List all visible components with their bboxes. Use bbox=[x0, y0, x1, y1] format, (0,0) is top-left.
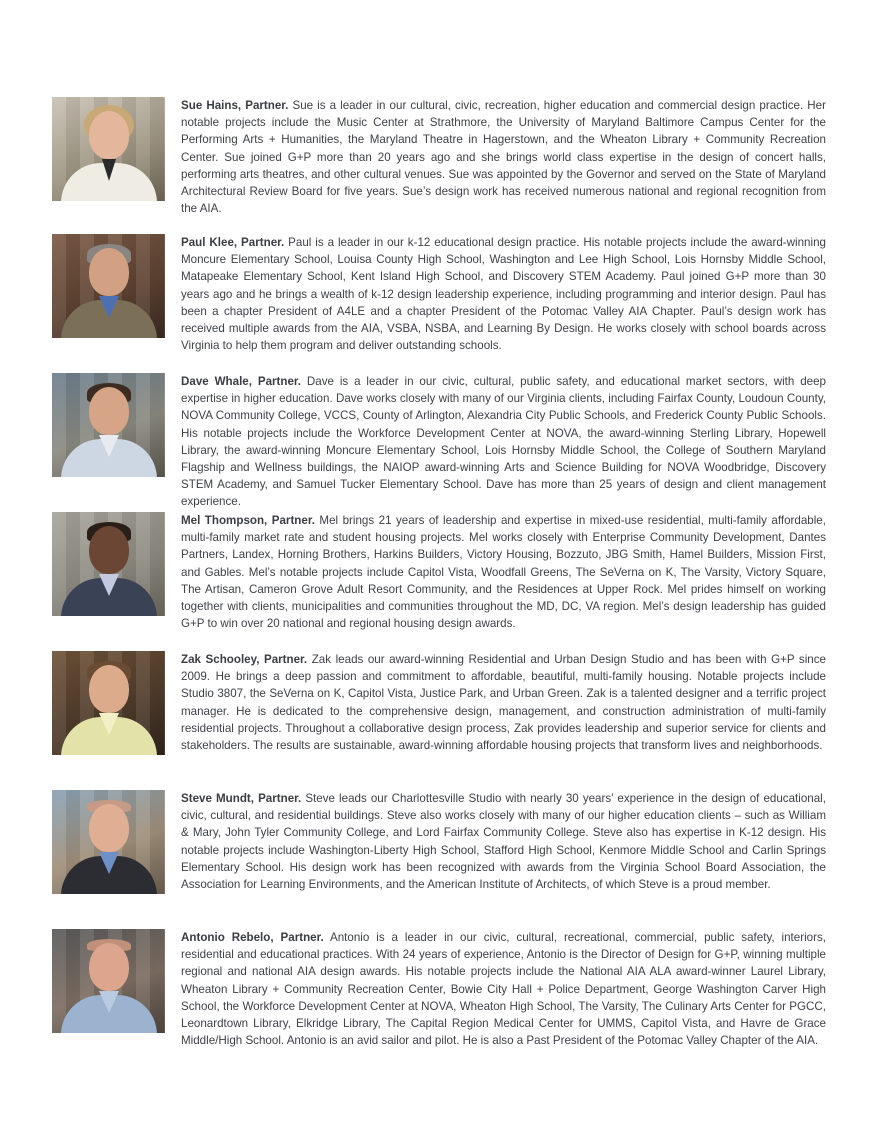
bio-text bbox=[181, 373, 826, 511]
bio-paul-klee bbox=[52, 234, 826, 354]
bio-name: Mel Thompson, Partner. bbox=[181, 514, 315, 527]
bio-name: Sue Hains, Partner. bbox=[181, 99, 289, 112]
bio-description: Antonio is a leader in our civic, cultural, recreational, commercial, public safety, interiors, residential and educational practices. With 24 years of experience, Antonio is the Director of Design for G+P, winning multiple regional and national AIA design awards. His notable projects include the National AIA ALA award-winner Laurel Library, Wheaton Library + Community Recreation Center, Bowie City Hall + Police Department, George Washington Carver High School, the Workforce Development Center at NOVA, Wheaton High School, The Varsity, The Culinary Arts Center for PGCC, Leonardtown Library, Elkridge Library, The Capital Region Medical Center for UMMS, Capitol Vista, and Havre de Grace Middle/High School. Antonio is an avid sailor and pilot. He is also a Past President of the Potomac Valley Chapter of the AIA. bbox=[181, 931, 826, 1048]
portrait-photo bbox=[52, 929, 165, 1033]
portrait-photo bbox=[52, 790, 165, 894]
bio-description: Zak leads our award-winning Residential and Urban Design Studio and has been with G+P since 2009. He brings a deep passion and commitment to affordable, beautiful, multi-family housing. Notable projects include Studio 3807, the SeVerna on K, Capitol Vista, Justice Park, and Urban Green. Zak is a talented designer and a terrific project manager. He is dedicated to the comprehensive design, management, and construction administration of multi-family residential projects. Throughout a collaborative design process, Zak provides leadership and superior service for clients and stakeholders. The results are sustainable, award-winning affordable housing projects that transform lives and neighborhoods. bbox=[181, 653, 826, 753]
bio-text bbox=[181, 97, 826, 217]
bio-mel-thompson bbox=[52, 512, 826, 632]
bio-text bbox=[181, 929, 826, 1049]
bio-antonio-rebelo bbox=[52, 929, 826, 1049]
bio-name: Dave Whale, Partner. bbox=[181, 375, 302, 388]
portrait-photo bbox=[52, 97, 165, 201]
bio-description: Paul is a leader in our k-12 educational design practice. His notable projects include the award-winning Moncure Elementary School, Louisa County High School, Washington and Lee High School, Lois Hornsby Middle School, Matapeake Elementary School, Kent Island High School, and Discovery STEM Academy. Paul joined G+P more than 30 years ago and he brings a wealth of k-12 design leadership experience, including programming and interior design. Paul has been a chapter President of A4LE and a chapter President of the Potomac Valley AIA Chapter. Paul’s design work has received multiple awards from the AIA, VSBA, NSBA, and Learning By Design. He works closely with school boards across Virginia to help them program and deliver outstanding schools. bbox=[181, 236, 826, 353]
bio-text bbox=[181, 234, 826, 354]
portrait-photo bbox=[52, 373, 165, 477]
bio-description: Steve leads our Charlottesville Studio with nearly 30 years’ experience in the design of educational, civic, cultural, and residential buildings. Steve also works closely with many of our higher education clients – such as William & Mary, John Tyler Community College, and Lord Fairfax Community College. Steve also has expertise in K-12 design. His notable projects include Washington-Liberty High School, Stafford High School, Kenmore Middle School and Carlin Springs Elementary School. His design work has been recognized with awards from the Virginia School Board Association, the Association for Learning Environments, and the American Institute of Architects, of which Steve is a proud member. bbox=[181, 792, 826, 892]
portrait-photo bbox=[52, 234, 165, 338]
bio-description: Mel brings 21 years of leadership and expertise in mixed-use residential, multi-family affordable, multi-family market rate and student housing projects. Mel works closely with Enterprise Community Development, Dantes Partners, Landex, Horning Brothers, Harkins Builders, Victory Housing, Bozzuto, JBG Smith, Hamel Builders, Mission First, and Gables. Mel’s notable projects include Capitol Vista, Woodfall Greens, The SeVerna on K, The Varsity, Victory Square, The Artisan, Cameron Grove Adult Resort Community, and the Residences at Upper Rock. Mel prides himself on working together with clients, municipalities and communities throughout the MD, DC, VA region. Mel’s design leadership has guided G+P to win over 20 national and regional housing design awards. bbox=[181, 514, 826, 631]
bio-dave-whale bbox=[52, 373, 826, 511]
bio-description: Sue is a leader in our cultural, civic, recreation, higher education and commercial design practice. Her notable projects include the Music Center at Strathmore, the University of Maryland Baltimore Campus Center for the Performing Arts + Humanities, the Maryland Theatre in Hagerstown, and the Wheaton Library + Community Recreation Center. Sue joined G+P more than 20 years ago and she brings world class expertise in the design of concert halls, performing arts theatres, and other cultural venues. Sue was appointed by the Governor and served on the State of Maryland Architectural Review Board for five years. Sue’s design work has received numerous national and regional recognition from the AIA. bbox=[181, 99, 826, 216]
bio-zak-schooley bbox=[52, 651, 826, 755]
bio-name: Antonio Rebelo, Partner. bbox=[181, 931, 324, 944]
bio-name: Steve Mundt, Partner. bbox=[181, 792, 302, 805]
bio-name: Zak Schooley, Partner. bbox=[181, 653, 308, 666]
portrait-photo bbox=[52, 512, 165, 616]
bio-sue-hains bbox=[52, 97, 826, 217]
bio-steve-mundt bbox=[52, 790, 826, 894]
bio-name: Paul Klee, Partner. bbox=[181, 236, 285, 249]
portrait-photo bbox=[52, 651, 165, 755]
bio-text bbox=[181, 651, 826, 755]
bio-text bbox=[181, 512, 826, 632]
bio-text bbox=[181, 790, 826, 894]
bio-description: Dave is a leader in our civic, cultural, public safety, and educational market sectors, with deep expertise in higher education. Dave works closely with many of our Virginia clients, including Fairfax County, Loudoun County, NOVA Community College, VCCS, County of Arlington, Alexandria City Public Schools, and Frederick County Public Schools. His notable projects include the Workforce Development Center at NOVA, the award-winning Sterling Library, Hopewell Library, the award-winning Moncure Elementary School, Lois Hornsby Middle School, the College of Southern Maryland Flagship and Wellness buildings, the NAIOP award-winning Arts and Science Building for NOVA Woodbridge, Discovery STEM Academy, and Samuel Tucker Elementary School. Dave has more than 25 years of design and client management experience. bbox=[181, 375, 826, 509]
